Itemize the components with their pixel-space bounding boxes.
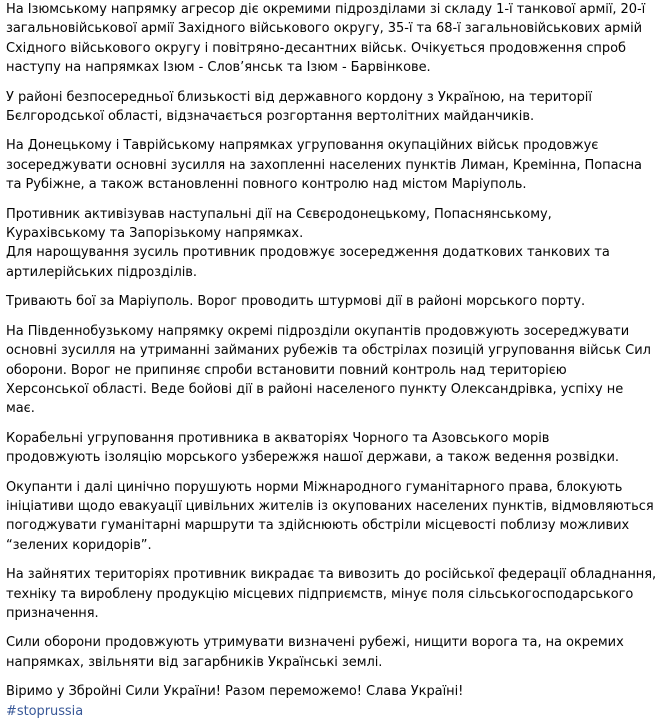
paragraph-line: Корабельні угруповання противника в акваторіях Чорного та Азовського морів <box>6 430 550 446</box>
paragraph-line: продовжують ізоляцію морського узбережжя нашої держави, а також ведення розвідки. <box>6 450 619 466</box>
paragraph-line: Для нарощування зусиль противник продовжує зосередження додаткових танкових та <box>6 245 610 261</box>
paragraph-belgorod <box>6 88 660 127</box>
paragraph-line: погоджувати гуманітарні маршрути та здійснюють обстріли місцевості поблизу можливих <box>6 518 630 534</box>
paragraph-donetsk <box>6 136 660 194</box>
paragraph-naval <box>6 429 660 468</box>
paragraph-line: Тривають бої за Маріуполь. Ворог проводить штурмові дії в районі морського порту. <box>6 294 586 310</box>
paragraph-line: напрямках, звільняти від загарбників Українські землі. <box>6 654 383 670</box>
paragraph-line: ініціативи щодо евакуації цивільних жителів із окупованих населених пунктів, відмовляються <box>6 498 654 514</box>
post-body <box>6 0 660 721</box>
paragraph-offensive <box>6 205 660 283</box>
paragraph-line: На зайнятих територіях противник викрадає та вивозить до російської федерації обладнання, <box>6 567 657 583</box>
paragraph-line: Противник активізував наступальні дії на Сєвєродонецькому, Попаснянському, <box>6 206 552 222</box>
paragraph-line: має. <box>6 401 35 417</box>
paragraph-line: Східного військового округу і повітряно-десантних військ. Очікується продовження спроб <box>6 40 626 56</box>
paragraph-line: На Ізюмському напрямку агресор діє окремими підрозділами зі складу 1-ї танкової армії, 20-ї <box>6 2 646 17</box>
paragraph-line: Окупанти і далі цинічно порушують норми Міжнародного гуманітарного права, блокують <box>6 479 623 495</box>
paragraph-closing <box>6 682 660 721</box>
paragraph-line: загальновійськової армії Західного військового округу, 35-ї та 68-ї загальновійськових армій <box>6 21 643 37</box>
paragraph-line: зосереджувати основні зусилля на захопленні населених пунктів Лиман, Кремінна, Попасна <box>6 157 642 173</box>
paragraph-izium <box>6 0 660 78</box>
paragraph-line: Херсонської області. Веде бойові дії в районі населеного пункту Олександрівка, успіху не <box>6 381 624 397</box>
paragraph-occupied <box>6 565 660 623</box>
paragraph-defense <box>6 633 660 672</box>
paragraph-line: На Південнобузькому напрямку окремі підрозділи окупантів продовжують зосереджувати <box>6 323 630 339</box>
paragraph-line: техніку та вироблену продукцію місцевих підприємств, мінує поля сільськогосподарського <box>6 586 634 602</box>
paragraph-line: Курахівському та Запорізькому напрямках. <box>6 226 304 242</box>
paragraph-line: оборони. Ворог не припиняє спроби встановити повний контроль над територією <box>6 362 567 378</box>
paragraph-line: Бєлгородської області, відзначається розгортання вертолітних майданчиків. <box>6 109 535 125</box>
hashtag-link[interactable]: #stoprussia <box>6 703 84 719</box>
paragraph-line: Віримо у Збройні Сили України! Разом переможемо! Слава Україні! <box>6 684 464 700</box>
paragraph-line: та Рубіжне, а також встановленні повного контролю над містом Маріуполь. <box>6 177 527 193</box>
paragraph-line: призначення. <box>6 605 99 621</box>
paragraph-mariupol <box>6 292 660 311</box>
paragraph-line: Сили оборони продовжують утримувати визначені рубежі, нищити ворога та, на окремих <box>6 635 624 651</box>
paragraph-line: наступу на напрямках Ізюм - Слов’янськ та Ізюм - Барвінкове. <box>6 60 431 76</box>
paragraph-line: основні зусилля на утриманні займаних рубежів та обстрілах позицій угруповання військ Сил <box>6 343 651 359</box>
paragraph-humanitarian <box>6 478 660 556</box>
paragraph-line: У районі безпосередньої близькості від державного кордону з Україною, на території <box>6 89 592 105</box>
paragraph-line: На Донецькому і Таврійському напрямках угруповання окупаційних військ продовжує <box>6 138 599 154</box>
paragraph-line: артилерійських підрозділів. <box>6 264 197 280</box>
paragraph-line: “зелених коридорів”. <box>6 537 152 553</box>
paragraph-southern-bug <box>6 322 660 419</box>
